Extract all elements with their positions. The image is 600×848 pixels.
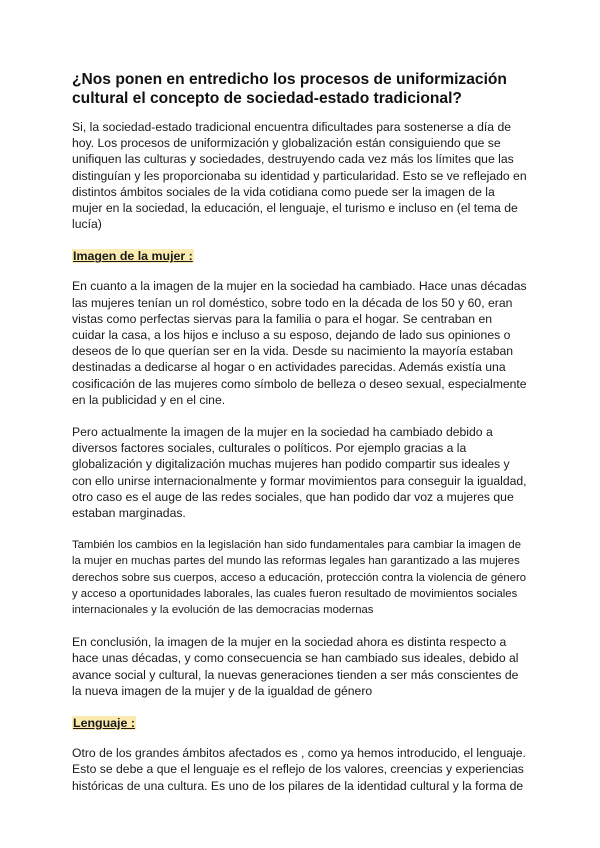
paragraph: En cuanto a la imagen de la mujer en la sociedad ha cambiado. Hace unas décadas las mujeres tenían un rol doméstico, sobre todo en la década de los 50 y 60, eran vistas como perfectas siervas para la familia o para el hogar. Se centraban en cuidar la casa, a los hijos e incluso a su esposo, dejando de lado sus opiniones o deseos de lo que querían ser en la vida. Desde su nacimiento la mayoría estaban destinadas a dedicarse al hogar o en actividades parecidas. Además existía una cosificación de las mujeres como símbolo de belleza o deseo sexual, especialmente en la publicidad y en el cine. <box>72 279 527 407</box>
document-title: ¿Nos ponen en entredicho los procesos de uniformización cultural el concepto de sociedad-estado tradicional? <box>72 71 507 107</box>
paragraph: Otro de los grandes ámbitos afectados es , como ya hemos introducido, el lenguaje. Esto se debe a que el lenguaje es el reflejo de los valores, creencias y experiencias históricas de una cultura. Es uno de los pilares de la identidad cultural y la forma de <box>72 746 526 793</box>
section-heading-label: Imagen de la mujer : <box>73 249 193 264</box>
section-heading-label: Lenguaje : <box>73 716 135 731</box>
paragraph: También los cambios en la legislación han sido fundamentales para cambiar la imagen de la mujer en muchas partes del mundo las reformas legales han garantizado a las mujeres derechos sobre sus cuerpos, acceso a educación, protección contra la violencia de género y acceso a oportunidades laborales, las cuales fueron resultado de movimientos sociales internacionales y la evolución de las democracias modernas <box>72 539 527 617</box>
intro-paragraph: Si, la sociedad-estado tradicional encuentra dificultades para sostenerse a día de hoy. Los procesos de uniformización y globalización están consiguiendo que se unifiquen las culturas y sociedades, destruyendo cada vez más los límites que las distinguían y les proporcionaba su identidad y particularidad. Esto se ve reflejado en distintos ámbitos sociales de la vida cotidiana como puede ser la imagen de la mujer en la sociedad, la educación, el lenguaje, el turismo e incluso en (el tema de lucía) <box>72 120 527 232</box>
document-page <box>72 70 528 810</box>
paragraph: Pero actualmente la imagen de la mujer en la sociedad ha cambiado debido a diversos factores sociales, culturales o políticos. Por ejemplo gracias a la globalización y digitalización muchas mujeres han podido compartir sus ideales y con ello unirse internacionalmente y formar movimientos para conseguir la igualdad, otro caso es el auge de las redes sociales, que han podido dar voz a mujeres que estaban marginadas. <box>72 425 527 521</box>
paragraph: En conclusión, la imagen de la mujer en la sociedad ahora es distinta respecto a hace unas décadas, y como consecuencia se han cambiado sus ideales, debido al avance social y cultural, la nuevas generaciones tienden a ser más conscientes de la nueva imagen de la mujer y de la igualdad de género <box>72 635 519 698</box>
section-heading-mujer <box>72 248 528 264</box>
section-heading-lenguaje <box>72 715 528 731</box>
